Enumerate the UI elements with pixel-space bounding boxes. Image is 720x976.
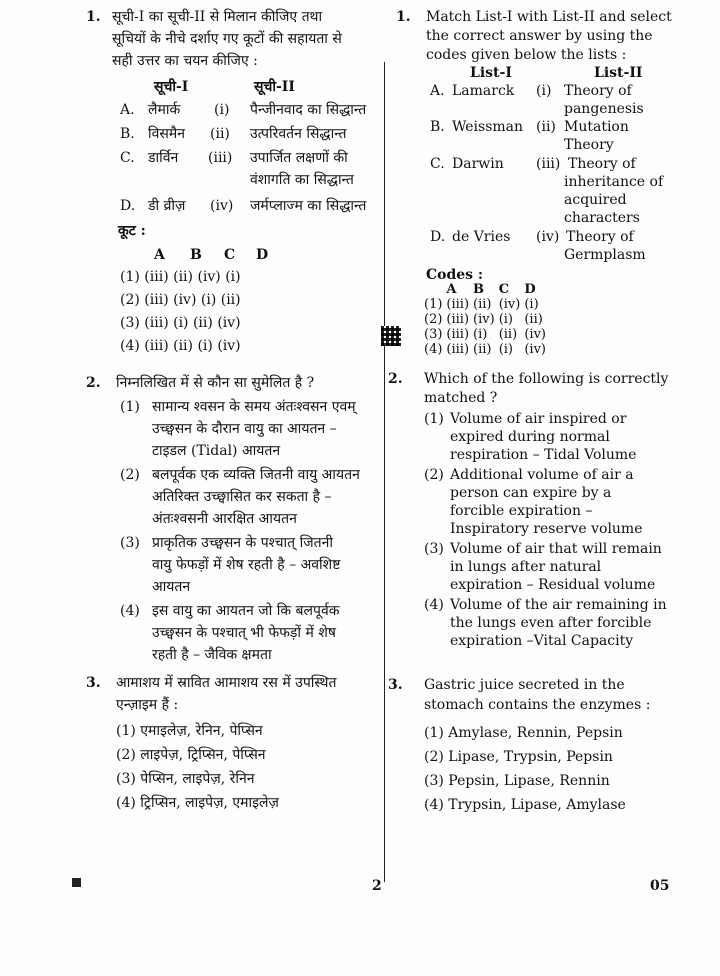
list-item-key: B. — [120, 126, 135, 142]
option-text: वायु फेफड़ों में शेष रहती है – अवशिष्ट — [152, 557, 341, 573]
option-text: इस वायु का आयतन जो कि बलपूर्वक — [152, 603, 340, 619]
option-text: टाइडल (Tidal) आयतन — [152, 443, 281, 459]
list-item-theory: inheritance of — [564, 174, 664, 190]
question-stem: Which of the following is correctly — [424, 371, 669, 387]
list-1-header: List-I — [470, 65, 512, 81]
list-item-roman: (iii) — [208, 150, 233, 166]
list-item-theory: जर्मप्लाज्म का सिद्धान्त — [250, 198, 367, 214]
question-stem: the correct answer by using the — [426, 28, 653, 44]
list-item-theory: उत्परिवर्तन सिद्धान्त — [250, 126, 347, 142]
codes-head: C — [224, 247, 236, 263]
list-item-theory: Mutation — [564, 119, 629, 135]
codes-head: D — [256, 247, 269, 263]
list-item-theory: pangenesis — [564, 101, 644, 117]
option-text: प्राकृतिक उच्छ्वसन के पश्चात् जितनी — [152, 535, 333, 551]
option-text: respiration – Tidal Volume — [450, 447, 637, 463]
option-row[interactable]: (3) (iii) (i) (ii) (iv) — [120, 315, 241, 331]
option-row[interactable]: (3) (iii) (i) (ii) (iv) — [424, 327, 547, 342]
question-stem: सूचियों के नीचे दर्शाए गए कूटों की सहायता से — [112, 31, 342, 47]
option-text: उच्छ्वसन के पश्चात् भी फेफड़ों में शेष — [152, 625, 336, 641]
option-number[interactable]: (3) — [424, 541, 444, 557]
option-row[interactable]: (4) (iii) (ii) (i) (iv) — [120, 338, 241, 354]
list-item-theory: Theory of — [564, 83, 632, 99]
list-item-key: D. — [430, 229, 446, 245]
list-item-name: Lamarck — [452, 83, 515, 99]
list-item-theory: characters — [564, 210, 640, 226]
question-number: 2. — [388, 371, 403, 387]
option-text: सामान्य श्वसन के समय अंतःश्वसन एवम् — [152, 399, 356, 415]
question-stem: सही उत्तर का चयन कीजिए : — [112, 53, 258, 69]
question-number: 3. — [86, 675, 101, 691]
option-text: forcible expiration – — [450, 503, 593, 519]
option-row[interactable]: (2) (iii) (iv) (i) (ii) — [424, 312, 543, 327]
corner-mark-icon — [72, 878, 81, 887]
option-number[interactable]: (2) — [424, 467, 444, 483]
option-number[interactable]: (1) — [120, 399, 140, 415]
list-item-key: C. — [430, 156, 445, 172]
option-text: expired during normal — [450, 429, 610, 445]
list-item-roman: (iii) — [536, 156, 561, 172]
option-text: person can expire by a — [450, 485, 612, 501]
question-stem: एन्ज़ाइम हैं : — [116, 697, 179, 713]
question-stem: codes given below the lists : — [426, 47, 627, 63]
list-item-roman: (iv) — [536, 229, 560, 245]
question-number: 1. — [396, 9, 411, 25]
option-row[interactable]: (1) (iii) (ii) (iv) (i) — [424, 297, 539, 312]
option-text[interactable]: (1) एमाइलेज़, रेनिन, पेप्सिन — [116, 723, 263, 739]
booklet-code: 05 — [650, 878, 670, 894]
question-stem: निम्नलिखित में से कौन सा सुमेलित है ? — [116, 375, 315, 391]
list-item-theory: Theory of — [568, 156, 636, 172]
option-number[interactable]: (2) — [120, 467, 140, 483]
qr-code-icon — [381, 326, 401, 346]
question-stem: Match List-I with List-II and select — [426, 9, 672, 25]
option-text: अंतःश्वसनी आरक्षित आयतन — [152, 511, 297, 527]
question-stem: आमाशय में स्रावित आमाशय रस में उपस्थित — [116, 675, 337, 691]
codes-label: Codes : — [426, 267, 484, 283]
list-item-theory: वंशागति का सिद्धान्त — [250, 172, 354, 188]
list-item-key: B. — [430, 119, 445, 135]
list-item-name: de Vries — [452, 229, 511, 245]
list-item-roman: (i) — [536, 83, 552, 99]
option-number[interactable]: (4) — [120, 603, 140, 619]
question-stem: matched ? — [424, 390, 498, 406]
list-item-theory: Germplasm — [564, 247, 646, 263]
list-item-name: डार्विन — [148, 150, 179, 166]
question-number: 2. — [86, 375, 101, 391]
option-text: उच्छ्वसन के दौरान वायु का आयतन – — [152, 421, 337, 437]
option-text: बलपूर्वक एक व्यक्ति जितनी वायु आयतन — [152, 467, 360, 483]
option-number[interactable]: (1) — [424, 411, 444, 427]
option-text: expiration – Residual volume — [450, 577, 656, 593]
codes-table — [424, 282, 550, 357]
list-item-theory: Theory of — [566, 229, 634, 245]
list-item-roman: (ii) — [210, 126, 230, 142]
option-text: रहती है – जैविक क्षमता — [152, 647, 272, 663]
option-text: Volume of the air remaining in — [450, 597, 667, 613]
option-text: आयतन — [152, 579, 191, 595]
list-item-name: Weissman — [452, 119, 524, 135]
option-text[interactable]: (3) पेप्सिन, लाइपेज़, रेनिन — [116, 771, 255, 787]
codes-head: B — [190, 247, 202, 263]
page-number: 2 — [372, 878, 382, 894]
question-stem: Gastric juice secreted in the — [424, 677, 625, 693]
list-1-header: सूची-I — [154, 79, 189, 95]
list-item-roman: (iv) — [210, 198, 234, 214]
option-text: in lungs after natural — [450, 559, 602, 575]
option-row[interactable]: (1) (iii) (ii) (iv) (i) — [120, 269, 241, 285]
option-text[interactable]: (2) लाइपेज़, ट्रिप्सिन, पेप्सिन — [116, 747, 266, 763]
question-number: 3. — [388, 677, 403, 693]
list-item-key: D. — [120, 198, 136, 214]
option-text: Volume of air inspired or — [450, 411, 627, 427]
option-row[interactable]: (2) (iii) (iv) (i) (ii) — [120, 292, 241, 308]
option-row[interactable]: (4) (iii) (ii) (i) (iv) — [424, 342, 547, 357]
list-item-name: विसमैन — [148, 126, 186, 142]
option-text: Inspiratory reserve volume — [450, 521, 643, 537]
codes-head: A — [154, 247, 165, 263]
list-item-theory: Theory — [564, 137, 614, 153]
option-text[interactable]: (2) Lipase, Trypsin, Pepsin — [424, 749, 613, 765]
question-number: 1. — [86, 9, 101, 25]
option-text: अतिरिक्त उच्छ्वासित कर सकता है – — [152, 489, 332, 505]
list-item-key: A. — [430, 83, 445, 99]
list-item-name: Darwin — [452, 156, 504, 172]
option-text: Volume of air that will remain — [450, 541, 662, 557]
option-text: the lungs even after forcible — [450, 615, 652, 631]
list-2-header: List-II — [594, 65, 643, 81]
list-item-theory: पैन्जीनवाद का सिद्धान्त — [250, 102, 367, 118]
question-stem: सूची-I का सूची-II से मिलान कीजिए तथा — [112, 9, 323, 25]
option-number[interactable]: (3) — [120, 535, 140, 551]
option-text[interactable]: (4) Trypsin, Lipase, Amylase — [424, 797, 626, 813]
option-text[interactable]: (1) Amylase, Rennin, Pepsin — [424, 725, 623, 741]
codes-label: कूट : — [118, 223, 146, 239]
list-item-roman: (ii) — [536, 119, 556, 135]
option-number[interactable]: (4) — [424, 597, 444, 613]
option-text: expiration –Vital Capacity — [450, 633, 634, 649]
list-item-name: लैमार्क — [148, 102, 181, 118]
codes-head-row: A B C D — [446, 282, 536, 297]
list-item-theory: उपार्जित लक्षणों की — [250, 150, 348, 166]
column-divider — [384, 62, 385, 882]
option-text[interactable]: (3) Pepsin, Lipase, Rennin — [424, 773, 610, 789]
option-text[interactable]: (4) ट्रिप्सिन, लाइपेज़, एमाइलेज़ — [116, 795, 279, 811]
list-item-key: A. — [120, 102, 135, 118]
option-text: Additional volume of air a — [450, 467, 634, 483]
question-stem: stomach contains the enzymes : — [424, 697, 651, 713]
list-item-roman: (i) — [214, 102, 230, 118]
list-2-header: सूची-II — [254, 79, 295, 95]
list-item-key: C. — [120, 150, 135, 166]
list-item-theory: acquired — [564, 192, 627, 208]
list-item-name: डी व्रीज़ — [148, 198, 186, 214]
